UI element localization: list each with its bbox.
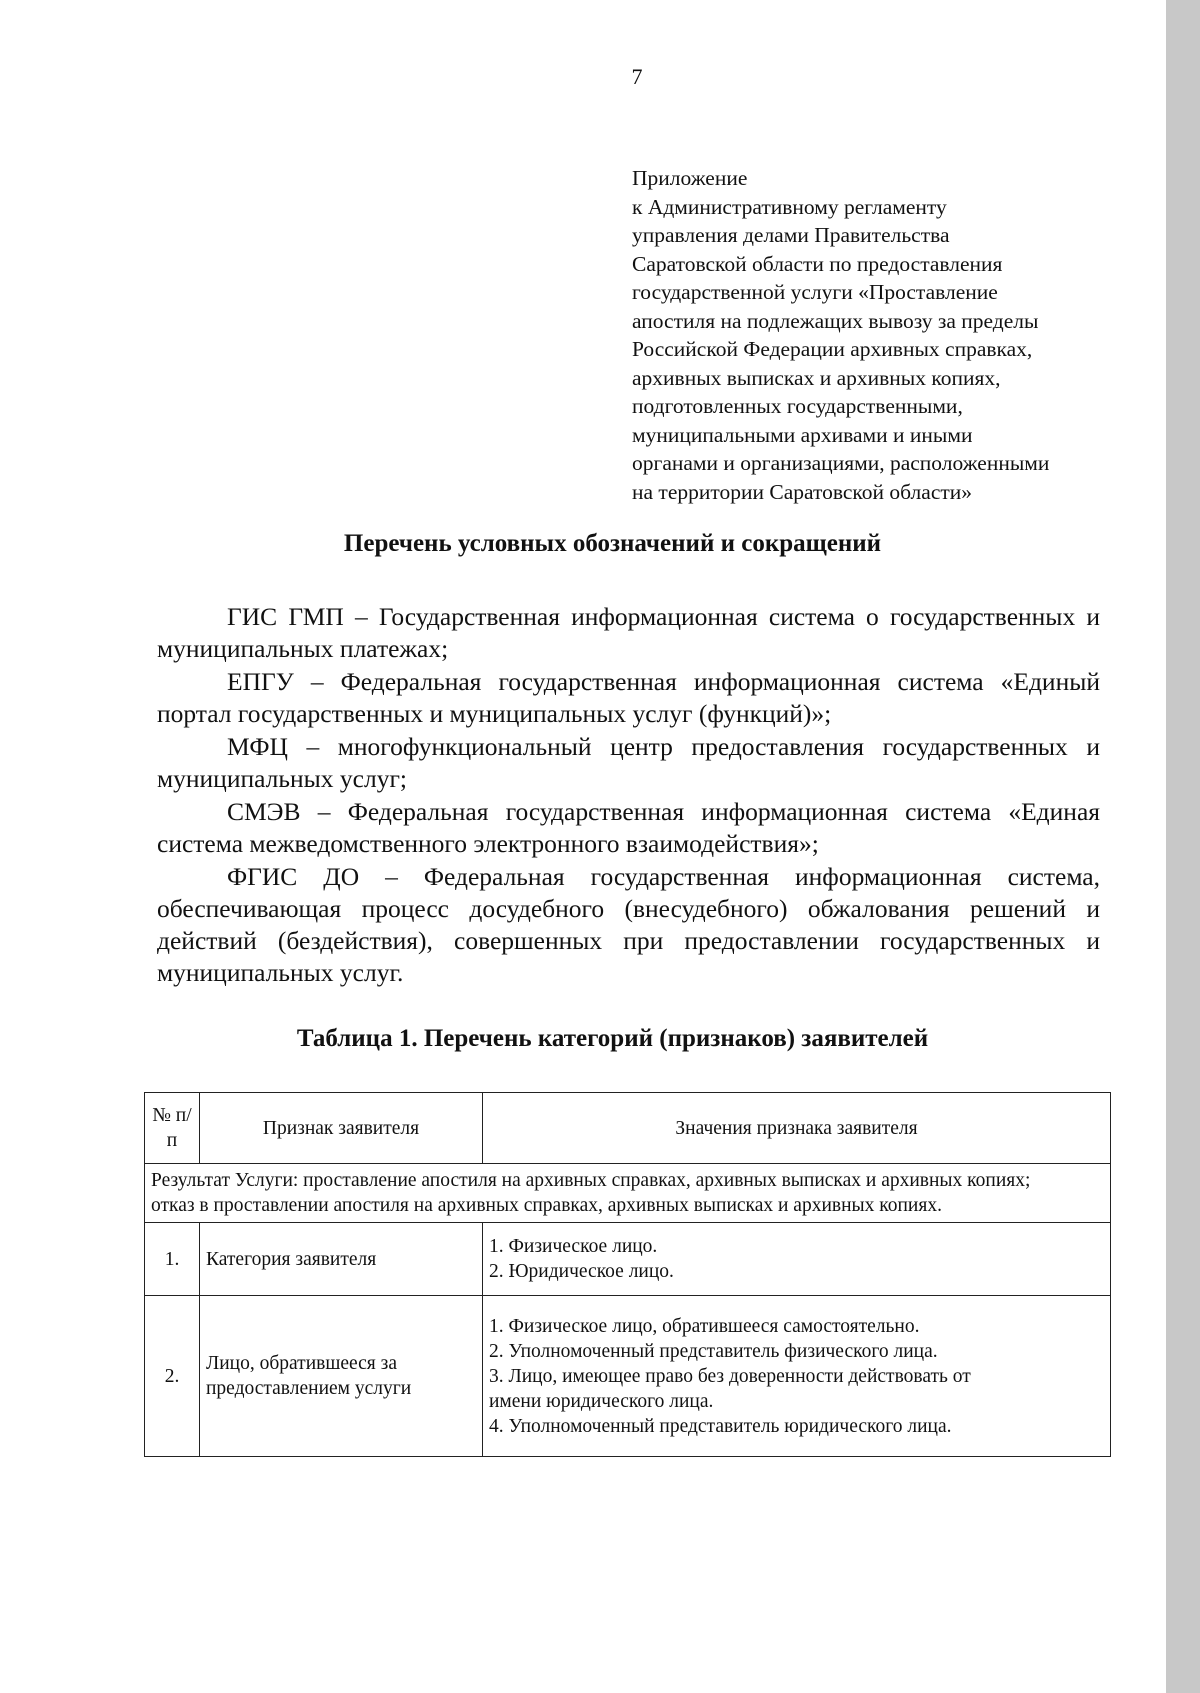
abbreviation-smev: СМЭВ – Федеральная государственная информационная система «Единая система межведомственного электронного взаимодействия»; (157, 797, 1100, 858)
table-header-row (145, 1093, 1111, 1164)
value-item: 3. Лицо, имеющее право без доверенности действовать от (489, 1365, 971, 1387)
appendix-line: к Административному регламенту (632, 194, 947, 219)
row-values (483, 1296, 1111, 1457)
appendix-line: муниципальными архивами и иными (632, 422, 973, 447)
appendix-line: Приложение (632, 166, 748, 190)
applicant-categories-table (144, 1092, 1111, 1457)
table-row (145, 1223, 1111, 1296)
appendix-line: государственной услуги «Проставление (632, 280, 998, 304)
header-num: № п/п (145, 1093, 200, 1164)
appendix-line: Саратовской области по предоставления (632, 251, 1003, 276)
appendix-line: управления делами Правительства (632, 223, 950, 247)
abbreviation-epgu: ЕПГУ – Федеральная государственная информационная система «Единый портал государственных и муниципальных услуг (функций)»; (157, 667, 1100, 728)
appendix-line: Российской Федерации архивных справках, (632, 337, 1033, 361)
value-item: 2. Юридическое лицо. (489, 1261, 674, 1282)
abbreviations-title: Перечень условных обозначений и сокращений (343, 530, 882, 557)
value-item: 4. Уполномоченный представитель юридического лица. (489, 1415, 952, 1437)
result-line: отказ в проставлении апостиля на архивных справках, архивных выписках и архивных копиях. (151, 1195, 942, 1216)
row-num: 2. (145, 1296, 200, 1457)
result-cell (145, 1164, 1111, 1223)
appendix-line: органами и организациями, расположенными (632, 451, 1050, 475)
value-item: 1. Физическое лицо, обратившееся самостоятельно. (489, 1315, 920, 1337)
value-item: имени юридического лица. (489, 1390, 714, 1412)
header-values: Значения признака заявителя (483, 1093, 1111, 1164)
value-item: 1. Физическое лицо. (489, 1236, 658, 1257)
result-row (145, 1164, 1111, 1223)
appendix-block (632, 164, 1112, 506)
scan-edge-strip (1166, 0, 1200, 1693)
appendix-line: подготовленных государственными, (632, 394, 963, 418)
row-num: 1. (145, 1223, 200, 1296)
abbreviation-gis-gmp: ГИС ГМП – Государственная информационная система о государственных и муниципальных платежах; (157, 602, 1100, 663)
row-values (483, 1223, 1111, 1296)
table-title: Таблица 1. Перечень категорий (признаков) заявителей (296, 1025, 929, 1052)
row-sign: Лицо, обратившееся за предоставлением услуги (200, 1296, 483, 1457)
appendix-line: на территории Саратовской области» (632, 479, 973, 504)
abbreviation-mfc: МФЦ – многофункциональный центр предоставления государственных и муниципальных услуг; (157, 732, 1100, 793)
appendix-line: апостиля на подлежащих вывозу за пределы (632, 308, 1039, 333)
result-line: Результат Услуги: проставление апостиля на архивных справках, архивных выписках и архивных копиях; (151, 1170, 1031, 1191)
row-sign: Категория заявителя (200, 1223, 483, 1296)
page-number: 7 (631, 64, 643, 89)
value-item: 2. Уполномоченный представитель физического лица. (489, 1340, 938, 1362)
appendix-line: архивных выписках и архивных копиях, (632, 365, 1001, 390)
header-sign: Признак заявителя (200, 1093, 483, 1164)
abbreviation-fgis-do: ФГИС ДО – Федеральная государственная информационная система, обеспечивающая процесс досудебного (внесудебного) обжалования решений и действий (бездействия), совершенных при предоставлении государственных и муниципальных услуг. (157, 862, 1100, 987)
table-row (145, 1296, 1111, 1457)
